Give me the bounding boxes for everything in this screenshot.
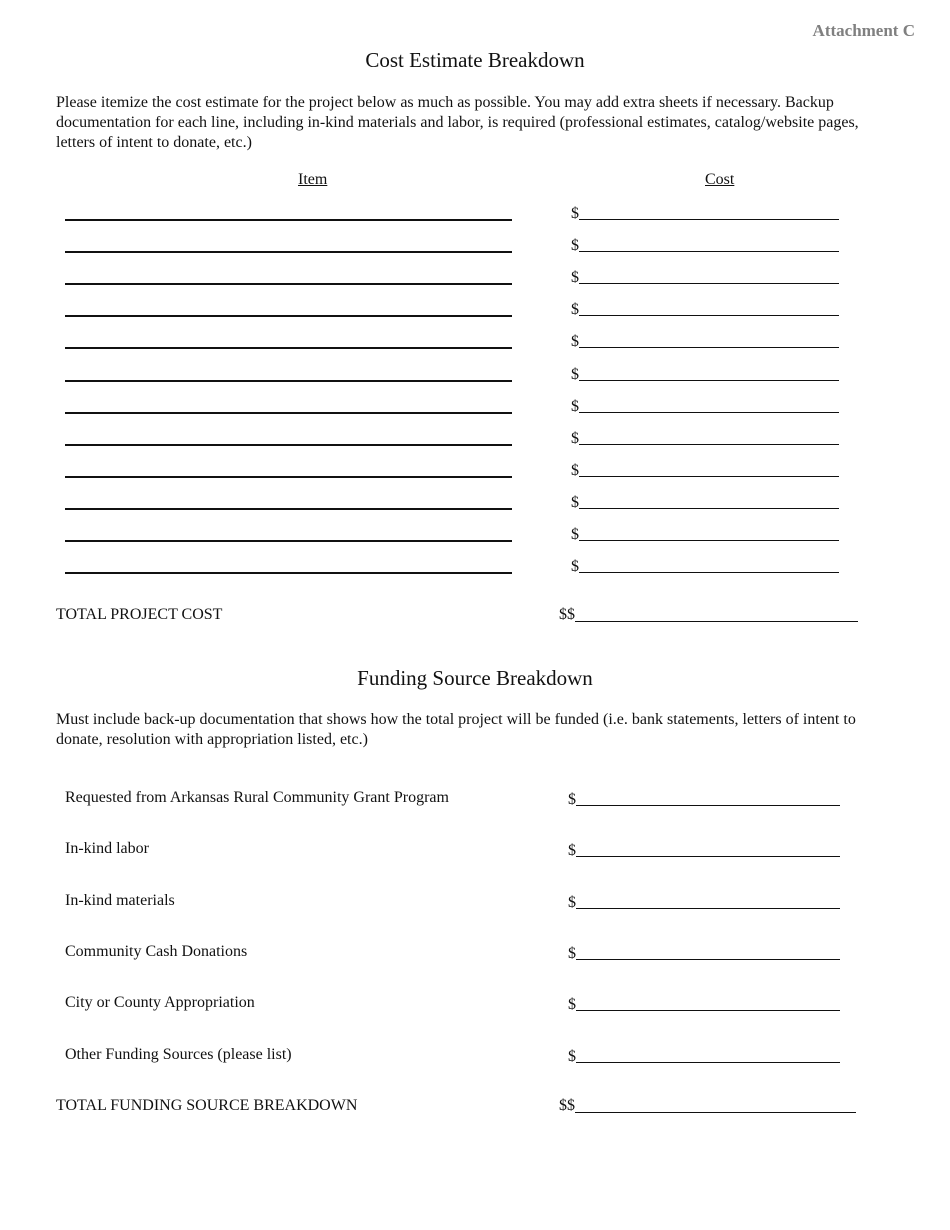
item-line-10[interactable] [65, 508, 512, 510]
cost-blank[interactable] [579, 572, 839, 573]
funding-source-title: Funding Source Breakdown [357, 666, 593, 690]
cost-blank[interactable] [579, 283, 839, 284]
funding-amount-blank[interactable] [576, 959, 840, 960]
funding-source-label-6: Other Funding Sources (please list) [65, 1045, 292, 1063]
currency-sign: $ [571, 526, 579, 543]
currency-sign: $ [571, 301, 579, 319]
item-line-2[interactable] [65, 251, 512, 253]
funding-instructions: Must include back-up documentation that shows how the total project will be funded (i.e. bank statements, letters of intent to donate, resolution with appropriation listed, etc.) [56, 711, 856, 748]
total-project-cost-currency: $$ [559, 606, 575, 623]
currency-sign: $ [568, 944, 576, 962]
cost-field-4[interactable] [571, 299, 839, 319]
funding-amount-blank[interactable] [576, 805, 840, 806]
funding-amount-blank[interactable] [576, 856, 840, 857]
currency-sign: $ [571, 205, 579, 222]
cost-blank[interactable] [579, 412, 839, 413]
cost-field-2[interactable] [571, 235, 839, 255]
cost-field-5[interactable] [571, 331, 839, 351]
currency-sign: $ [571, 429, 579, 447]
currency-sign: $ [571, 365, 579, 383]
total-funding-blank[interactable] [575, 1112, 856, 1113]
funding-source-label-3: In-kind materials [65, 891, 175, 909]
total-project-cost-field[interactable] [559, 606, 858, 624]
item-line-11[interactable] [65, 540, 512, 542]
item-line-8[interactable] [65, 444, 512, 446]
cost-blank[interactable] [579, 315, 839, 316]
cost-blank[interactable] [579, 540, 839, 541]
item-line-1[interactable] [65, 219, 512, 221]
cost-blank[interactable] [579, 251, 839, 252]
cost-field-6[interactable] [571, 364, 839, 384]
funding-source-label-5: City or County Appropriation [65, 994, 255, 1012]
funding-amount-field-4[interactable] [568, 943, 840, 963]
cost-blank[interactable] [579, 476, 839, 477]
funding-amount-blank[interactable] [576, 908, 840, 909]
cost-field-11[interactable] [571, 524, 839, 544]
cost-field-3[interactable] [571, 267, 839, 287]
funding-amount-field-2[interactable] [568, 840, 840, 860]
currency-sign: $ [568, 893, 576, 911]
currency-sign: $ [571, 269, 579, 287]
cost-column-header: Cost [705, 171, 735, 188]
currency-sign: $ [571, 558, 579, 576]
item-line-12[interactable] [65, 572, 512, 574]
funding-amount-field-6[interactable] [568, 1046, 840, 1066]
item-line-3[interactable] [65, 283, 512, 285]
currency-sign: $ [571, 237, 579, 255]
currency-sign: $ [568, 791, 576, 808]
cost-estimate-title: Cost Estimate Breakdown [365, 48, 585, 72]
currency-sign: $ [571, 333, 579, 351]
cost-field-8[interactable] [571, 428, 839, 448]
funding-amount-field-3[interactable] [568, 892, 840, 912]
total-project-cost-label: TOTAL PROJECT COST [56, 606, 223, 623]
cost-blank[interactable] [579, 380, 839, 381]
total-project-cost-blank[interactable] [575, 621, 858, 622]
currency-sign: $ [571, 493, 579, 511]
funding-source-label-4: Community Cash Donations [65, 942, 248, 960]
attachment-label: Attachment C [812, 21, 915, 40]
total-funding-currency: $$ [559, 1097, 575, 1114]
cost-field-1[interactable] [571, 203, 839, 223]
currency-sign: $ [568, 996, 576, 1014]
cost-blank[interactable] [579, 347, 839, 348]
cost-field-9[interactable] [571, 460, 839, 480]
currency-sign: $ [571, 461, 579, 479]
item-column-header: Item [298, 171, 328, 188]
cost-field-7[interactable] [571, 396, 839, 416]
funding-amount-field-5[interactable] [568, 994, 840, 1014]
cost-field-10[interactable] [571, 492, 839, 512]
funding-amount-blank[interactable] [576, 1010, 840, 1011]
item-line-5[interactable] [65, 347, 512, 349]
cost-blank[interactable] [579, 444, 839, 445]
currency-sign: $ [568, 842, 576, 860]
funding-source-label-1: Requested from Arkansas Rural Community Grant Program [65, 789, 449, 806]
currency-sign: $ [568, 1047, 576, 1065]
currency-sign: $ [571, 397, 579, 415]
funding-source-label-2: In-kind labor [65, 840, 149, 858]
cost-blank[interactable] [579, 508, 839, 509]
funding-amount-blank[interactable] [576, 1062, 840, 1063]
item-line-4[interactable] [65, 315, 512, 317]
item-line-7[interactable] [65, 412, 512, 414]
cost-blank[interactable] [579, 219, 839, 220]
item-line-6[interactable] [65, 380, 512, 382]
item-line-9[interactable] [65, 476, 512, 478]
cost-instructions: Please itemize the cost estimate for the project below as much as possible. You may add extra sheets if necessary. Backup documentation for each line, including in-kind materials and labor, is required (professional estimates, catalog/website pages, letters of intent to donate, etc.) [56, 94, 859, 151]
total-funding-field[interactable] [559, 1097, 856, 1115]
total-funding-label: TOTAL FUNDING SOURCE BREAKDOWN [56, 1097, 358, 1114]
cost-field-12[interactable] [571, 556, 839, 576]
funding-amount-field-1[interactable] [568, 789, 840, 809]
